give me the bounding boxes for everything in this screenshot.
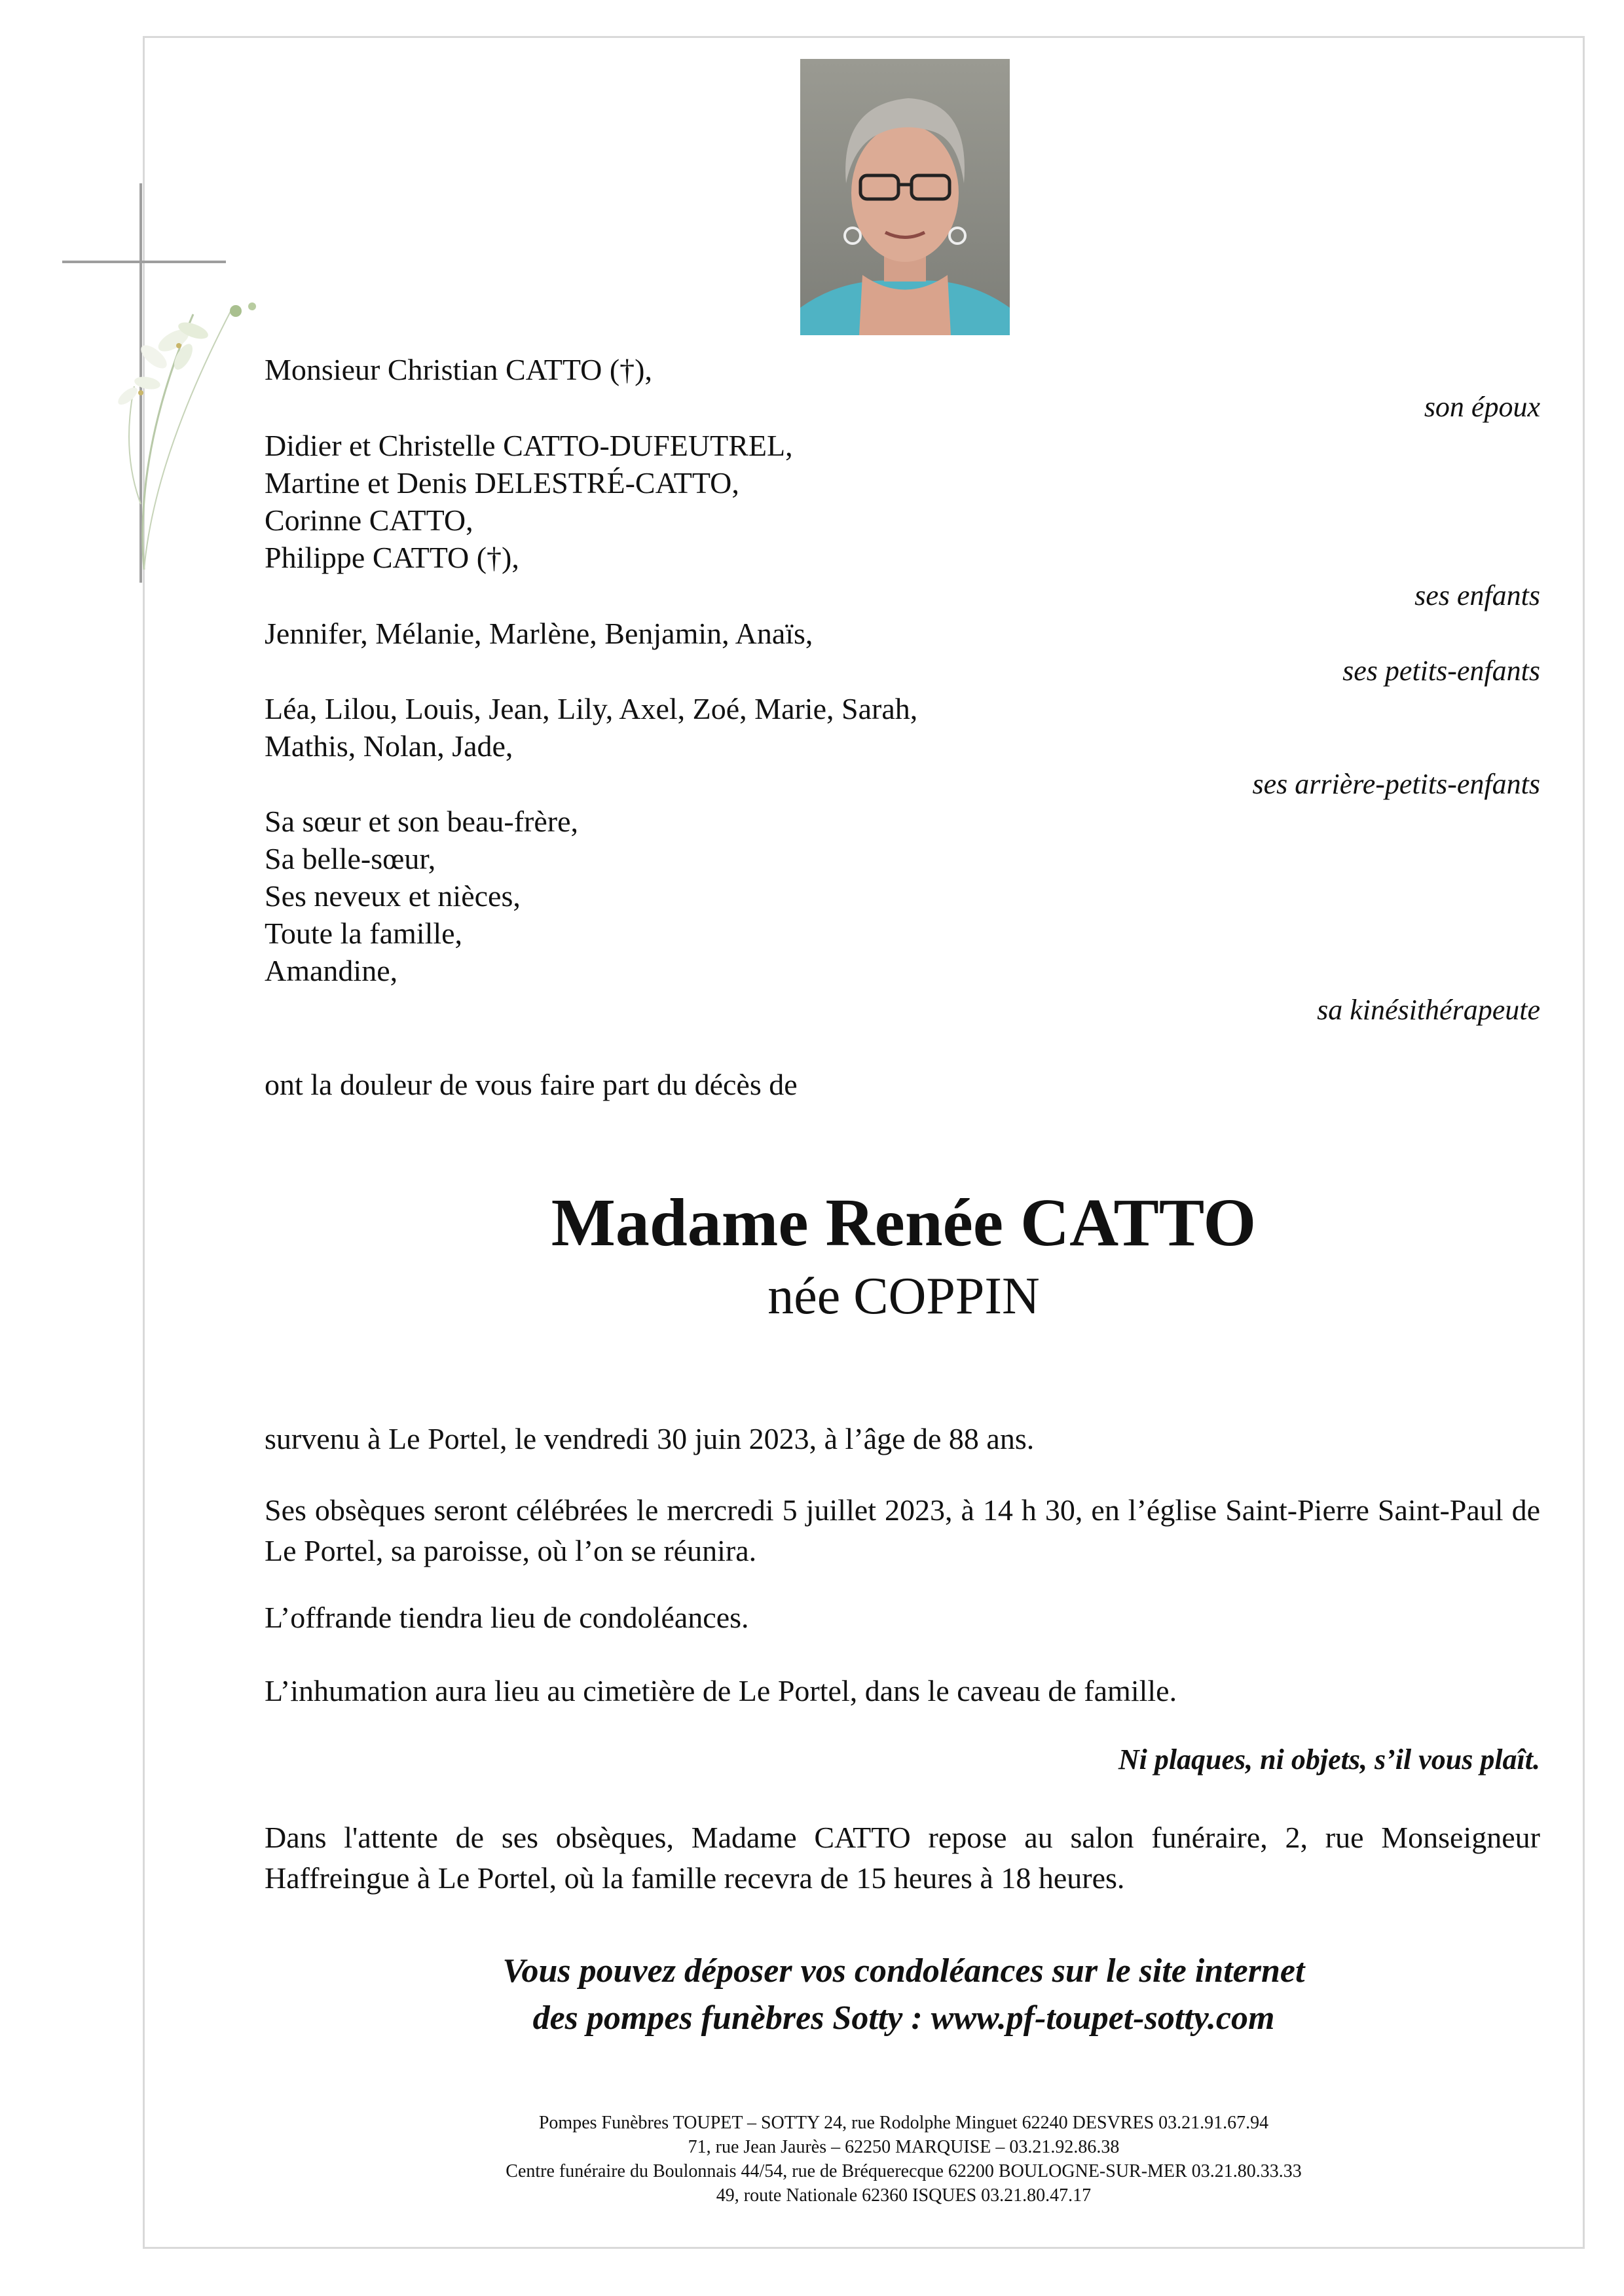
other-family-line: Toute la famille, [265,917,463,950]
grandchildren-relation: ses petits-enfants [1342,655,1540,687]
children-relation: ses enfants [1414,579,1540,611]
portrait-photo [800,59,1010,335]
offering-note: L’offrande tiendra lieu de condoléances. [265,1601,749,1634]
rest-details: Dans l'attente de ses obsèques, Madame CATTO repose au salon funéraire, 2, rue Monseigneur Haffreingue à Le Portel, où la famille recevra de 15 heures à 18 heures. [265,1821,1540,1895]
other-family-line: Sa belle-sœur, [265,842,436,875]
physio-relation: sa kinésithérapeute [1317,994,1540,1026]
great-grandchildren-line: Léa, Lilou, Louis, Jean, Lily, Axel, Zoé, Marie, Sarah, [265,692,918,725]
footer-line: Centre funéraire du Boulonnais 44/54, rue de Bréquerecque 62200 BOULOGNE-SUR-MER 03.21.80.33.33 [506,2161,1302,2181]
deceased-name: Madame Renée CATTO [551,1185,1257,1260]
great-grandchildren-line: Mathis, Nolan, Jade, [265,729,513,763]
announcement: ont la douleur de vous faire part du décès de [265,1068,798,1101]
death-details: survenu à Le Portel, le vendredi 30 juin 2023, à l’âge de 88 ans. [265,1422,1035,1455]
footer-line: 71, rue Jean Jaurès – 62250 MARQUISE – 03.21.92.86.38 [688,2137,1120,2157]
grandchildren-line: Jennifer, Mélanie, Marlène, Benjamin, Anaïs, [265,617,813,650]
cross-lily-icon [62,177,298,599]
website-line-2: des pompes funèbres Sotty : www.pf-toupet-sotty.com [532,1999,1275,2037]
child-line: Didier et Christelle CATTO-DUFEUTREL, [265,429,793,462]
footer-line: Pompes Funèbres TOUPET – SOTTY 24, rue Rodolphe Minguet 62240 DESVRES 03.21.91.67.94 [538,2113,1269,2133]
funeral-details: Ses obsèques seront célébrées le mercredi 5 juillet 2023, à 14 h 30, en l’église Saint-Pierre Saint-Paul de Le Portel, sa paroisse, où l’on se réunira. [265,1493,1540,1567]
website-line-1: Vous pouvez déposer vos condoléances sur le site internet [502,1952,1305,1990]
child-line: Martine et Denis DELESTRÉ-CATTO, [265,466,739,500]
other-family-line: Sa sœur et son beau-frère, [265,805,578,838]
child-line: Philippe CATTO (†), [265,541,519,574]
spouse-line: Monsieur Christian CATTO (†), [265,353,653,386]
child-line: Corinne CATTO, [265,503,473,537]
other-family-line: Amandine, [265,954,398,987]
deceased-maiden-name: née COPPIN [767,1267,1040,1325]
burial-details: L’inhumation aura lieu au cimetière de Le Portel, dans le caveau de famille. [265,1674,1177,1707]
footer-line: 49, route Nationale 62360 ISQUES 03.21.80.47.17 [716,2185,1092,2206]
other-family-line: Ses neveux et nièces, [265,879,521,913]
great-grandchildren-relation: ses arrière-petits-enfants [1252,768,1540,800]
spouse-relation: son époux [1424,391,1540,423]
no-plaques-note: Ni plaques, ni objets, s’il vous plaît. [1118,1743,1540,1776]
